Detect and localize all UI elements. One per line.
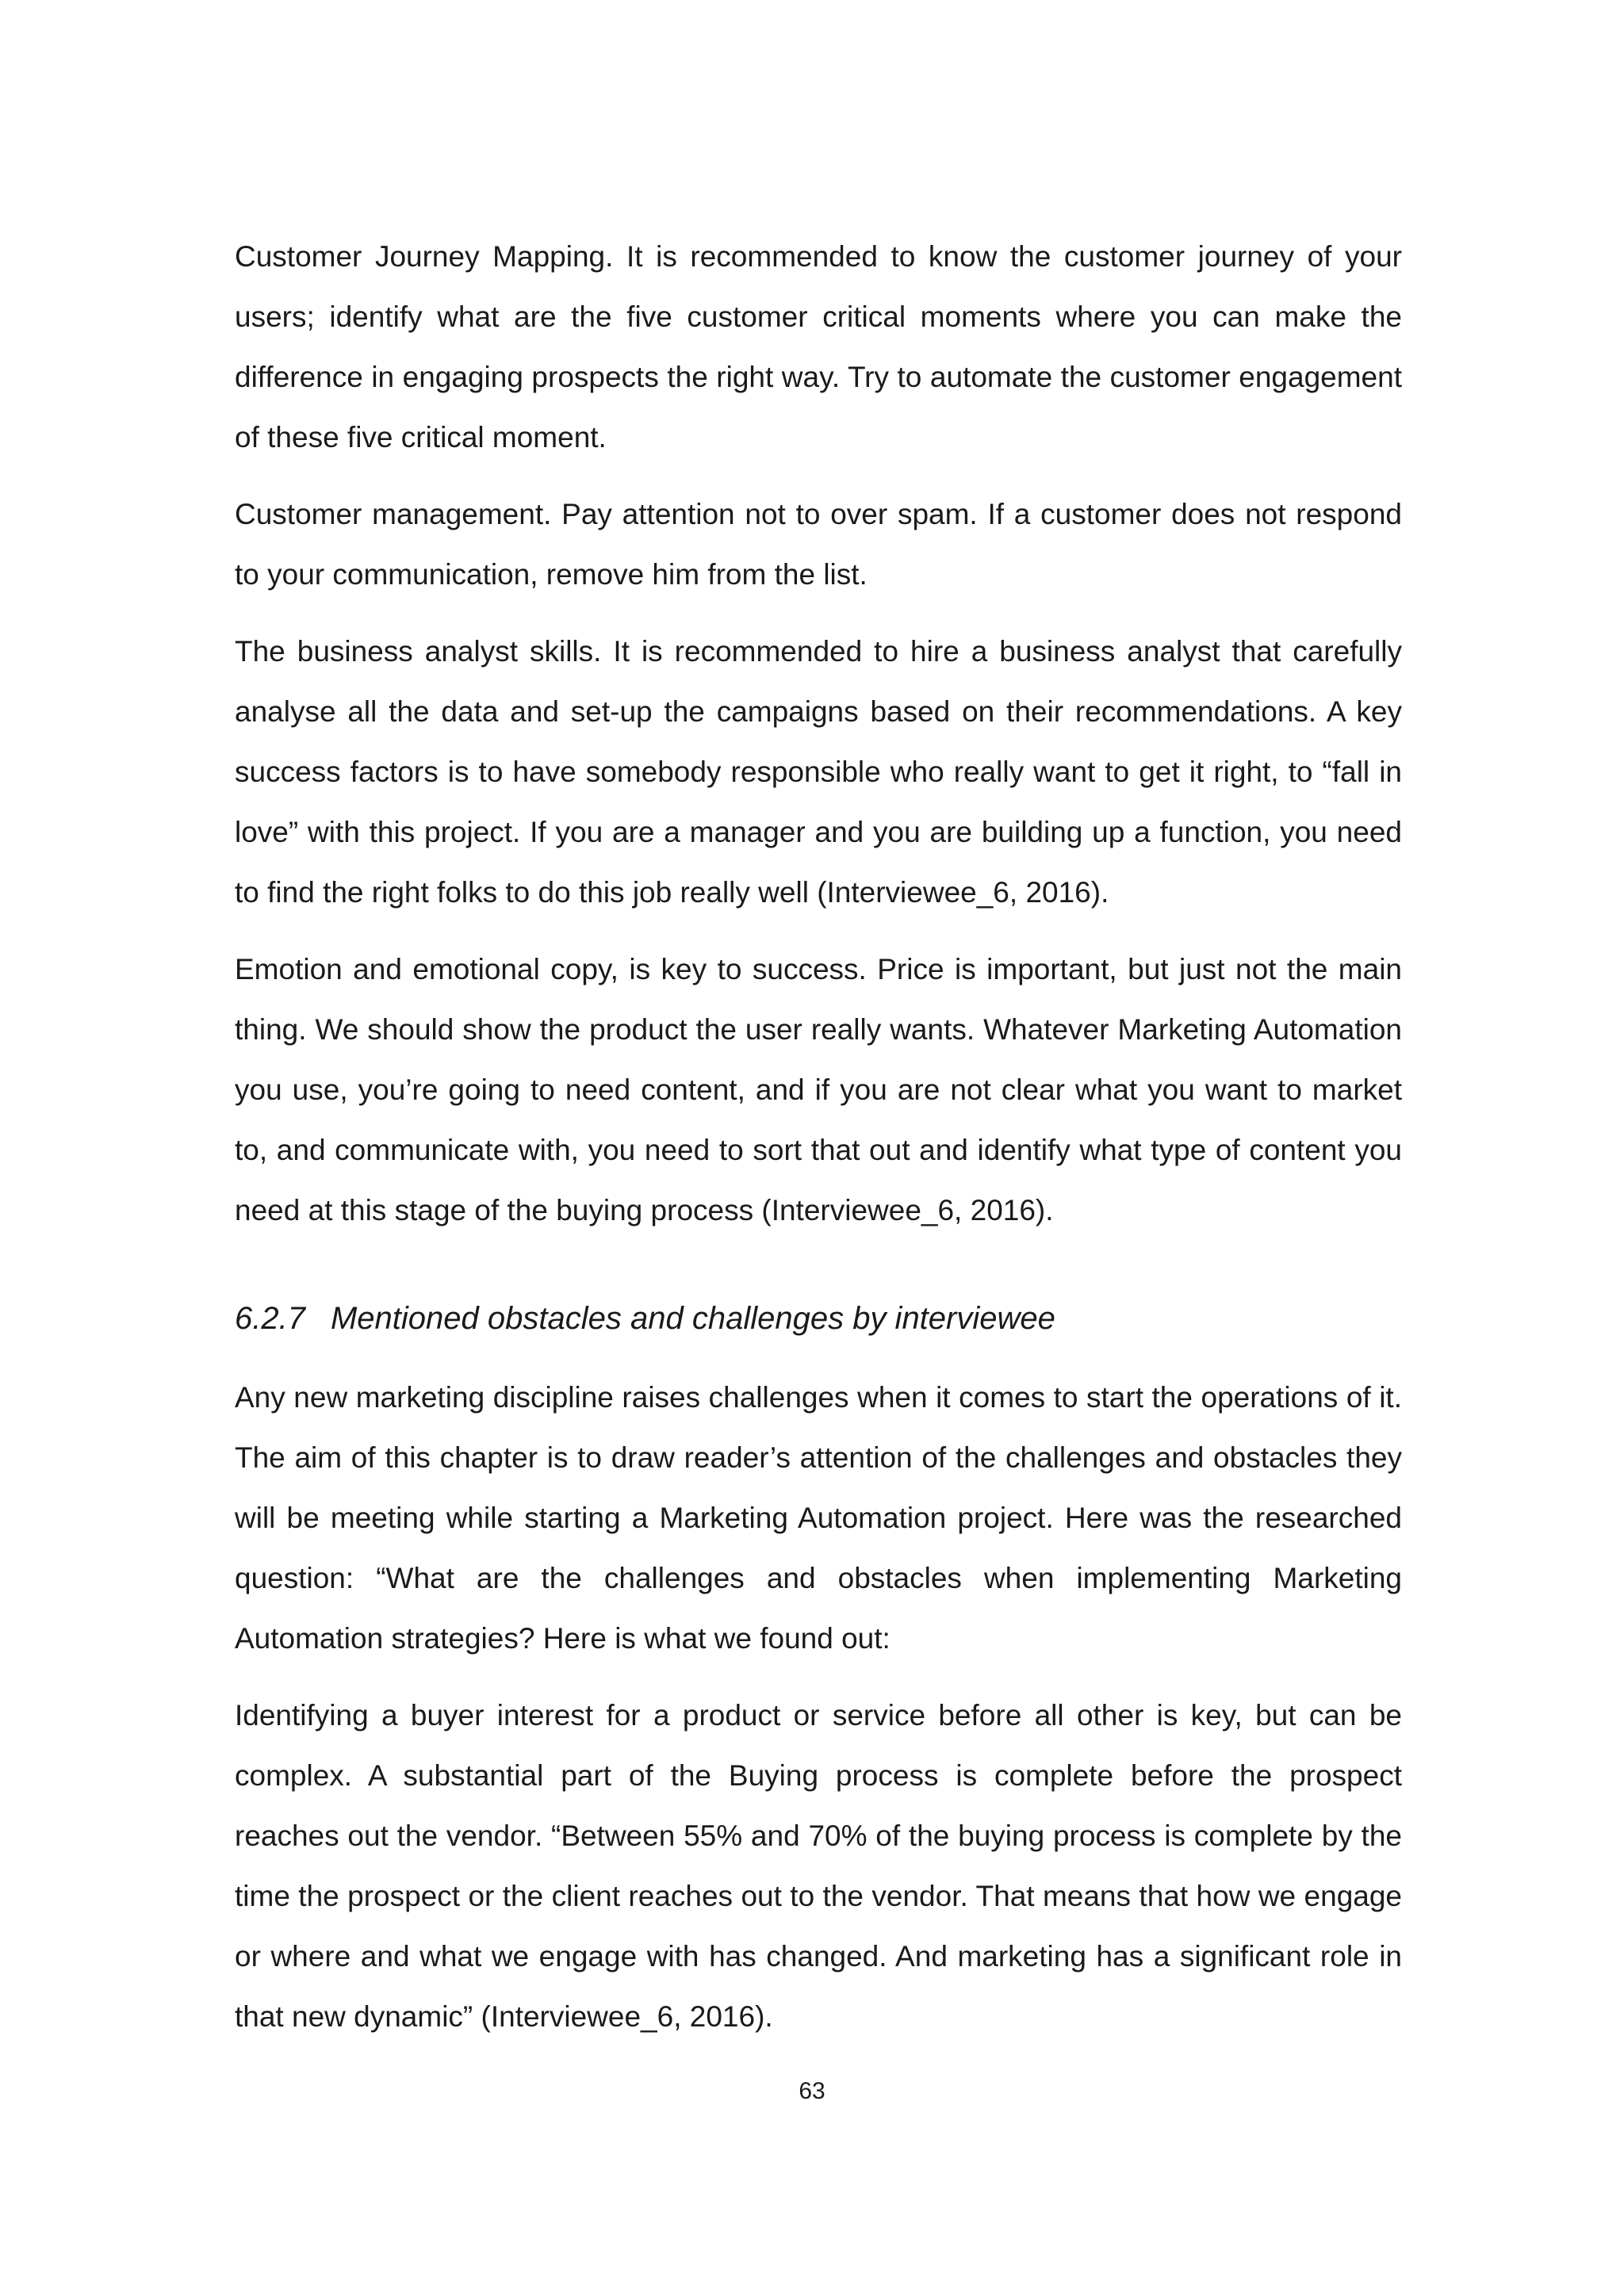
paragraph-emotional-copy: Emotion and emotional copy, is key to success. Price is important, but just not the main thing. We should show the product the user really wants. Whatever Marketing Automation you use, you’re going to need content, and if you are not clear what you want to market to, and communicate with, you need to sort that out and identify what type of content you need at this stage of the buying process (Interviewee_6, 2016). bbox=[235, 953, 1402, 1226]
paragraph-customer-journey-mapping: Customer Journey Mapping. It is recommended to know the customer journey of your users; identify what are the five customer critical moments where you can make the difference in engaging prospects the right way. Try to automate the customer engagement of these five critical moment. bbox=[235, 240, 1402, 453]
section-title: Mentioned obstacles and challenges by interviewee bbox=[330, 1301, 1055, 1336]
page-number: 63 bbox=[799, 2078, 825, 2104]
paragraph-customer-management: Customer management. Pay attention not to over spam. If a customer does not respond to your communication, remove him from the list. bbox=[235, 498, 1402, 591]
paragraph-buyer-interest: Identifying a buyer interest for a product or service before all other is key, but can be complex. A substantial part of the Buying process is complete before the prospect reaches out the vendor. “Between 55% and 70% of the buying process is complete by the time the prospect or the client reaches out to the vendor. That means that how we engage or where and what we engage with has changed. And marketing has a significant role in that new dynamic” (Interviewee_6, 2016). bbox=[235, 1699, 1402, 2033]
paragraph-business-analyst-skills: The business analyst skills. It is recommended to hire a business analyst that carefully analyse all the data and set-up the campaigns based on their recommendations. A key success factors is to have somebody responsible who really want to get it right, to “fall in love” with this project. If you are a manager and you are building up a function, you need to find the right folks to do this job really well (Interviewee_6, 2016). bbox=[235, 635, 1402, 909]
page-body bbox=[235, 227, 1402, 2064]
section-heading bbox=[235, 1288, 1402, 1349]
section-number: 6.2.7 bbox=[235, 1301, 305, 1336]
paragraph-challenges-intro: Any new marketing discipline raises challenges when it comes to start the operations of it. The aim of this chapter is to draw reader’s attention of the challenges and obstacles they will be meeting while starting a Marketing Automation project. Here was the researched question: “What are the challenges and obstacles when implementing Marketing Automation strategies? Here is what we found out: bbox=[235, 1381, 1402, 1655]
